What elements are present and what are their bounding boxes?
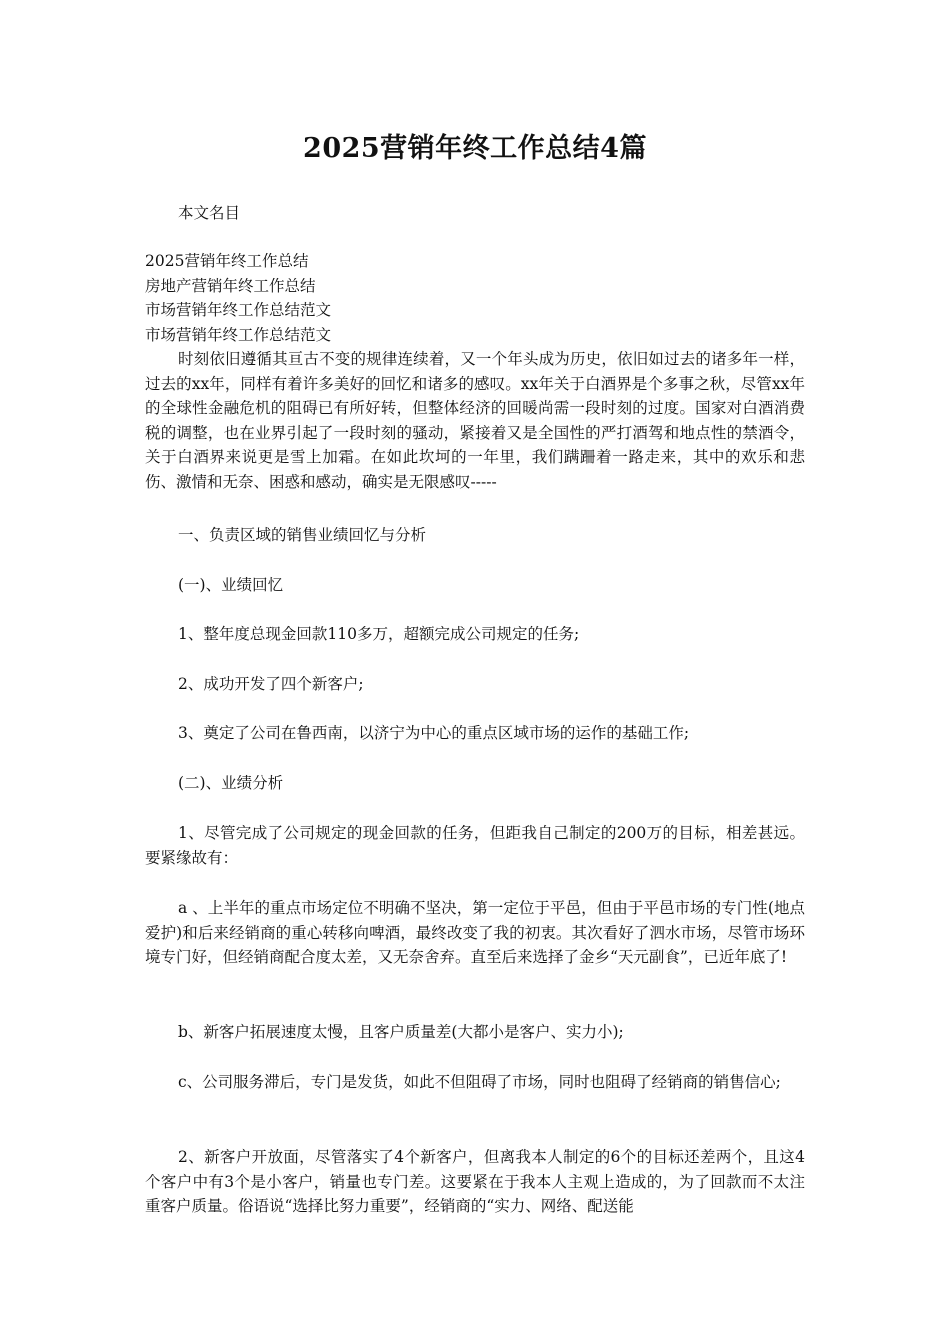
toc-heading: 本文名目 bbox=[178, 204, 241, 222]
subsection-heading: (一)、业绩回忆 bbox=[178, 576, 284, 594]
body-paragraph: 2、新客户开放面，尽管落实了4个新客户，但离我本人制定的6个的目标还差两个，且这4个客户中有3个是小客户，销量也专门差。这要紧在于我本人主观上造成的，为了回款而不太注重客户质量。俗语说“选择比努力重要”，经销商的“实力、网络、配送能 bbox=[145, 1148, 805, 1215]
toc-item: 2025营销年终工作总结 bbox=[145, 252, 309, 270]
list-item: 3、奠定了公司在鲁西南，以济宁为中心的重点区域市场的运作的基础工作; bbox=[178, 724, 690, 742]
toc-item: 市场营销年终工作总结范文 bbox=[145, 301, 332, 319]
body-paragraph: c、公司服务滞后，专门是发货，如此不但阻碍了市场，同时也阻碍了经销商的销售信心; bbox=[178, 1073, 781, 1091]
subsection-heading: (二)、业绩分析 bbox=[178, 774, 284, 792]
toc-item: 房地产营销年终工作总结 bbox=[145, 276, 316, 295]
body-paragraph: 1、尽管完成了公司规定的现金回款的任务，但距我自己制定的200万的目标，相差甚远。要紧缘故有： bbox=[145, 824, 805, 867]
section-heading: 一、负责区域的销售业绩回忆与分析 bbox=[178, 526, 427, 544]
toc-item: 市场营销年终工作总结范文 bbox=[145, 325, 332, 344]
list-item: 2、成功开发了四个新客户; bbox=[178, 675, 364, 693]
body-paragraph: a 、上半年的重点市场定位不明确不坚决，第一定位于平邑，但由于平邑市场的专门性(地点爱护)和后来经销商的重心转移向啤酒，最终改变了我的初衷。其次看好了泗水市场，尽管市场环境专门好，但经销商配合度太差，又无奈舍弃。直至后来选择了金乡“天元副食”，已近年底了! bbox=[145, 899, 805, 966]
document-title: 2025营销年终工作总结4篇 bbox=[303, 133, 647, 164]
list-item: 1、整年度总现金回款110多万，超额完成公司规定的任务; bbox=[178, 625, 580, 643]
body-paragraph: b、新客户拓展速度太慢，且客户质量差(大都小是客户、实力小); bbox=[178, 1023, 624, 1041]
toc-list bbox=[145, 249, 805, 347]
intro-paragraph: 时刻依旧遵循其亘古不变的规律连续着，又一个年头成为历史，依旧如过去的诸多年一样，过去的xx年，同样有着许多美好的回忆和诸多的感叹。xx年关于白酒界是个多事之秋，尽管xx年的全球性金融危机的阻碍已有所好转，但整体经济的回暖尚需一段时刻的过度。国家对白酒消费税的调整，也在业界引起了一段时刻的骚动，紧接着又是全国性的严打酒驾和地点性的禁酒令，关于白酒界来说更是雪上加霜。在如此坎坷的一年里，我们蹒跚着一路走来，其中的欢乐和悲伤、激情和无奈、困惑和感动，确实是无限感叹----- bbox=[145, 350, 805, 491]
